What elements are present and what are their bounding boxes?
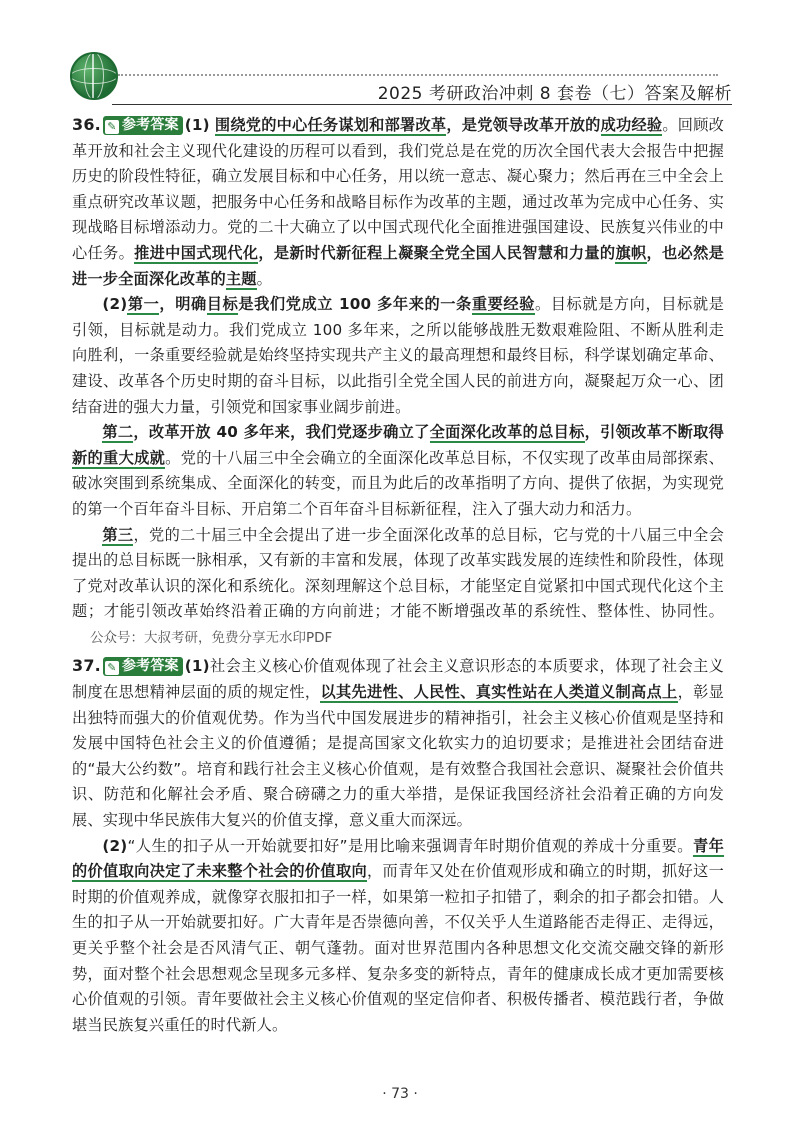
page-header xyxy=(0,0,800,108)
q37-part2: (2)“人生的扣子从一开始就要扣好”是用比喻来强调青年时期价值观的养成十分重要。青年的价值取向决定了未来整个社会的价值取向，而青年又处在价值观形成和确立的时期，抓好这一时期的价值观养成，就像穿衣服扣扣子一样，如果第一粒扣子扣错了，剩余的扣子都会扣错。人生的扣子从一开始就要扣好。广大青年是否崇德向善，不仅关乎人生道路能否走得正、走得远，更关乎整个社会是否风清气正、朝气蓬勃。面对世界范围内各种思想文化交流交融交锋的新形势，面对整个社会思想观念呈现多元多样、复杂多变的新特点，青年的健康成长成才更加需要核心价值观的引领。青年要做社会主义核心价值观的坚定信仰者、积极传播者、模范践行者，争做堪当民族复兴重任的时代新人。 xyxy=(72,836,725,1034)
globe-logo-icon xyxy=(70,52,118,100)
header-rule xyxy=(112,104,732,105)
header-title: 2025 考研政治冲刺 8 套卷（七）答案及解析 xyxy=(377,84,732,104)
q36-part3: 第二，改革开放 40 多年来，我们党逐步确立了全面深化改革的总目标，引领改革不断取得新的重大成就。党的十八届三中全会确立的全面深化改革总目标，不仅实现了改革由局部探索、破冰突围到系统集成、全面深化的转变，而且为此后的改革指明了方向、提供了依据，为实现党的第一个百年奋斗目标、开启第二个百年奋斗目标新征程，注入了强大动力和活力。 xyxy=(72,423,725,518)
question-number: 37. xyxy=(72,656,101,676)
answer-content xyxy=(72,112,724,1038)
header-dotted-line xyxy=(118,74,718,76)
page-number: · 73 · xyxy=(382,1086,418,1102)
pen-icon: ✎ xyxy=(105,661,119,675)
question-number: 36. xyxy=(72,115,101,134)
q36-part1: 36. ✎ 参考答案 (1) 围绕党的中心任务谋划和部署改革，是党领导改革开放的成功经验。回顾改革开放和社会主义现代化建设的历程可以看到，我们党总是在党的历次全国代表大会报告中把握历史的阶段性特征，确立发展目标和中心任务，用以统一意志、凝心聚力；然后再在三中全会上重点研究改革议题，把服务中心任务和战略目标作为改革的主题，通过改革为完成中心任务、实现战略目标增添动力。党的二十大确立了以中国式现代化全面推进强国建设、民族复兴伟业的中心任务。推进中国式现代化，是新时代新征程上凝聚全党全国人民智慧和力量的旗帜，也必然是进一步全面深化改革的主题。 xyxy=(72,115,725,288)
pen-icon: ✎ xyxy=(105,120,119,134)
q36-part2: (2)第一，明确目标是我们党成立 100 多年来的一条重要经验。目标就是方向，目标就是引领，目标就是动力。我们党成立 100 多年来，之所以能够战胜无数艰难险阻、不断从胜利走向胜利，一条重要经验就是始终坚持实现共产主义的最高理想和最终目标，科学谋划确定革命、建设、改革各个历史时期的奋斗目标，以此指引全党全国人民的前进方向，凝聚起万众一心、团结奋进的强大力量，引领党和国家事业阔步前进。 xyxy=(72,295,724,416)
watermark-text: 公众号：大叔考研，免费分享无水印PDF xyxy=(90,629,333,646)
q37-part1: 37. ✎ 参考答案 (1)社会主义核心价值观体现了社会主义意识形态的本质要求，体现了社会主义制度在思想精神层面的质的规定性，以其先进性、人民性、真实性站在人类道义制高点上，彰显出独特而强大的价值观优势。作为当代中国发展进步的精神指引，社会主义核心价值观是坚持和发展中国特色社会主义的价值遵循；是提高国家文化软实力的迫切要求；是推进社会团结奋进的“最大公约数”。培育和践行社会主义核心价值观，是有效整合我国社会意识、凝聚社会价值共识、防范和化解社会矛盾、聚合磅礴之力的重大举措，是保证我国经济社会沿着正确的方向发展、实现中华民族伟大复兴的价值支撑，意义重大而深远。 xyxy=(72,656,725,830)
answer-badge: ✎ 参考答案 xyxy=(103,657,183,676)
q36-part4: 第三，党的二十届三中全会提出了进一步全面深化改革的总目标，它与党的十八届三中全会提出的总目标既一脉相承，又有新的丰富和发展，体现了改革实践发展的连续性和阶段性，体现了党对改革认识的深化和系统化。深刻理解这个总目标，才能坚定自觉紧扣中国式现代化这个主题；才能引领改革始终沿着正确的方向前进；才能不断增强改革的系统性、整体性、协同性。公众号：大叔考研，免费分享无水印PDF xyxy=(72,525,724,646)
answer-badge: ✎ 参考答案 xyxy=(103,116,183,135)
